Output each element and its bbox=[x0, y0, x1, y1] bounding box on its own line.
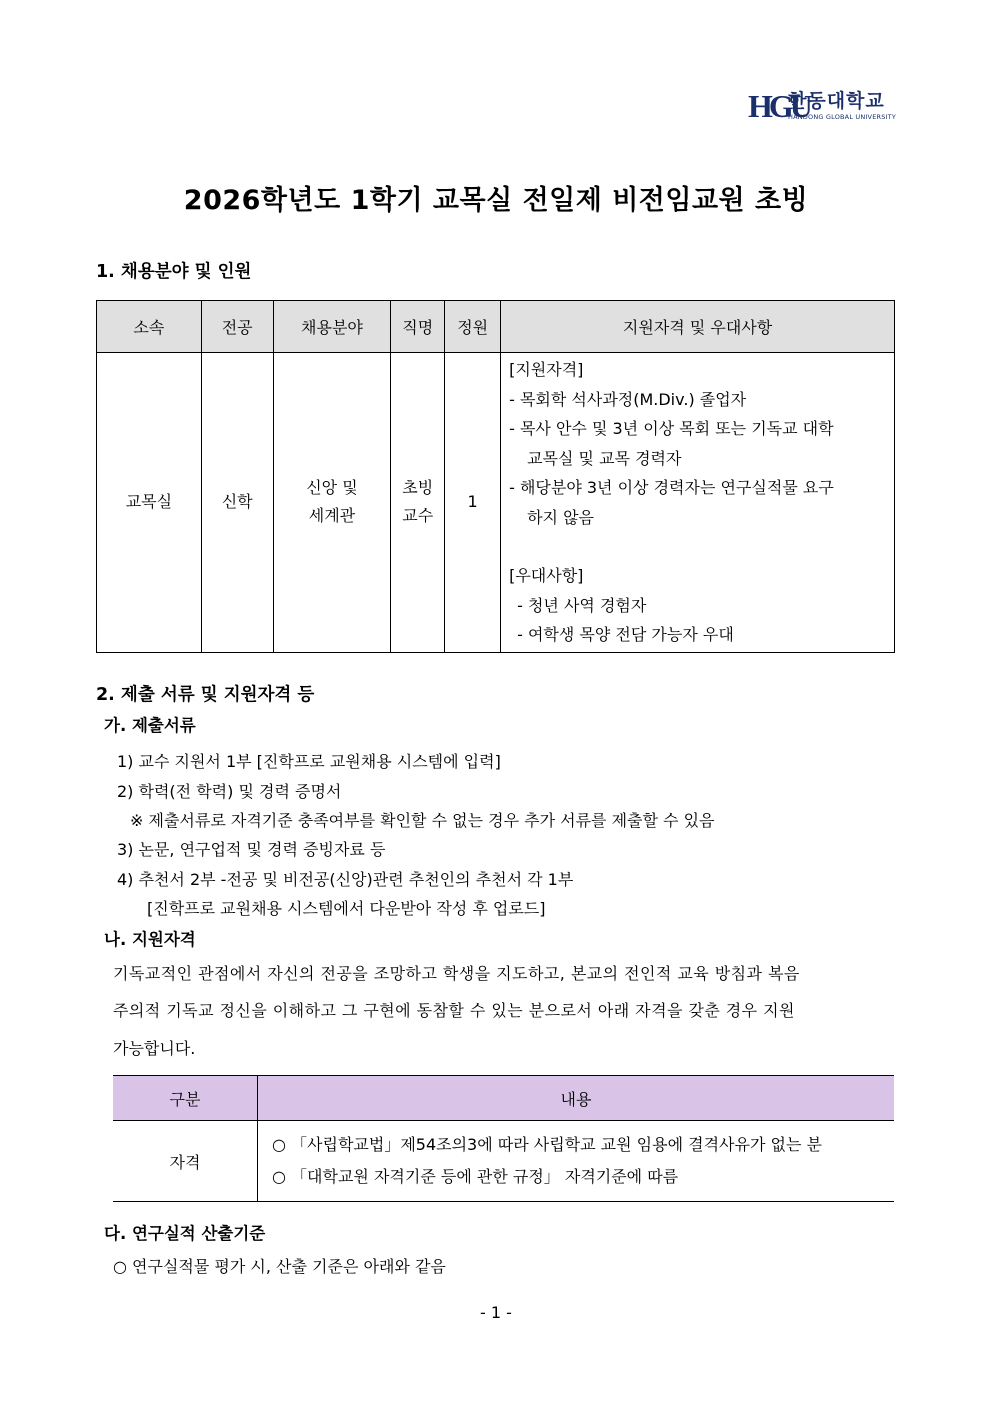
table-row bbox=[97, 353, 895, 653]
qualification-rule: ○ 「대학교원 자격기준 등에 관한 규정」 자격기준에 따름 bbox=[272, 1167, 679, 1186]
header-major: 전공 bbox=[201, 301, 273, 353]
document-item: 3) 논문, 연구업적 및 경력 증빙자료 등 bbox=[117, 840, 386, 859]
recruitment-table bbox=[96, 300, 895, 653]
cell-major: 신학 bbox=[201, 353, 273, 653]
cell-position bbox=[391, 353, 445, 653]
criteria-item: ○ 연구실적물 평가 시, 산출 기준은 아래와 같음 bbox=[113, 1257, 446, 1276]
qualification-paragraph-line bbox=[113, 1036, 195, 1059]
logo-mark: HGU bbox=[748, 88, 809, 124]
cell-field bbox=[273, 353, 391, 653]
header-field: 채용분야 bbox=[273, 301, 391, 353]
header-position: 직명 bbox=[391, 301, 445, 353]
cell-content bbox=[258, 1121, 895, 1202]
cell-position-line2: 교수 bbox=[402, 506, 434, 526]
header-content: 내용 bbox=[258, 1076, 895, 1121]
table-row bbox=[113, 1121, 894, 1202]
cell-quota: 1 bbox=[445, 353, 501, 653]
qualification-item: - 목회학 석사과정(M.Div.) 졸업자 bbox=[509, 389, 747, 409]
qualification-table bbox=[113, 1075, 894, 1202]
qualifications-title: [지원자격] bbox=[509, 360, 584, 379]
preference-item: - 청년 사역 경험자 bbox=[517, 595, 647, 615]
qualification-item-continued: 교목실 및 교목 경력자 bbox=[527, 448, 682, 468]
document-title: 2026학년도 1학기 교목실 전일제 비전임교원 초빙 bbox=[183, 185, 809, 216]
logo-korean-name: 한동대학교 bbox=[788, 90, 885, 112]
qualification-item: - 해당분야 3년 이상 경력자는 연구실적물 요구 bbox=[509, 478, 834, 497]
subsection-c-heading: 다. 연구실적 산출기준 bbox=[104, 1224, 266, 1243]
page-number: - 1 - bbox=[480, 1303, 512, 1322]
preference-item: - 여학생 목양 전담 가능자 우대 bbox=[517, 625, 734, 644]
document-item: 1) 교수 지원서 1부 [진학프로 교원채용 시스템에 입력] bbox=[117, 752, 501, 771]
qualification-paragraph-line bbox=[113, 961, 897, 984]
preferences-title: [우대사항] bbox=[509, 566, 584, 585]
header-category: 구분 bbox=[113, 1076, 258, 1121]
cell-category: 자격 bbox=[113, 1121, 258, 1202]
document-item: 4) 추천서 2부 -전공 및 비전공(신앙)관련 추천인의 추천서 각 1부 bbox=[117, 870, 574, 889]
qualification-item: - 목사 안수 및 3년 이상 목회 또는 기독교 대학 bbox=[509, 419, 834, 438]
paragraph-text: 기독교적인 관점에서 자신의 전공을 조망하고 학생을 지도하고, 본교의 전인적 교육 방침과 복음 bbox=[113, 964, 800, 983]
qualification-item-continued: 하지 않음 bbox=[527, 507, 595, 527]
logo-english-name: HANDONG GLOBAL UNIVERSITY bbox=[788, 113, 897, 121]
cell-affiliation: 교목실 bbox=[97, 353, 202, 653]
table-header-row bbox=[97, 301, 895, 353]
subsection-b-heading: 나. 지원자격 bbox=[104, 930, 196, 949]
cell-field-line1: 신앙 및 bbox=[306, 478, 358, 498]
cell-field-line2: 세계관 bbox=[308, 506, 356, 526]
subsection-a-heading: 가. 제출서류 bbox=[104, 716, 196, 735]
qualification-rule: ○ 「사립학교법」제54조의3에 따라 사립학교 교원 임용에 결격사유가 없는 분 bbox=[272, 1135, 822, 1154]
document-note: ※ 제출서류로 자격기준 충족여부를 확인할 수 없는 경우 추가 서류를 제출할 수 있음 bbox=[130, 811, 715, 830]
cell-position-line1: 초빙 bbox=[402, 478, 434, 498]
header-qualifications: 지원자격 및 우대사항 bbox=[501, 301, 895, 353]
header-quota: 정원 bbox=[445, 301, 501, 353]
table-header-row bbox=[113, 1076, 894, 1121]
header-affiliation: 소속 bbox=[97, 301, 202, 353]
cell-qualifications bbox=[501, 353, 895, 653]
qualification-paragraph-line bbox=[113, 998, 795, 1021]
paragraph-text: 가능합니다. bbox=[113, 1039, 196, 1058]
document-item: 2) 학력(전 학력) 및 경력 증명서 bbox=[117, 782, 342, 801]
university-logo bbox=[748, 86, 898, 130]
document-item-continued: [진학프로 교원채용 시스템에서 다운받아 작성 후 업로드] bbox=[147, 899, 546, 918]
section2-heading: 2. 제출 서류 및 지원자격 등 bbox=[96, 685, 315, 705]
paragraph-text: 주의적 기독교 정신을 이해하고 그 구현에 동참할 수 있는 분으로서 아래 자격을 갖춘 경우 지원 bbox=[113, 1001, 795, 1020]
section1-heading: 1. 채용분야 및 인원 bbox=[96, 262, 252, 282]
